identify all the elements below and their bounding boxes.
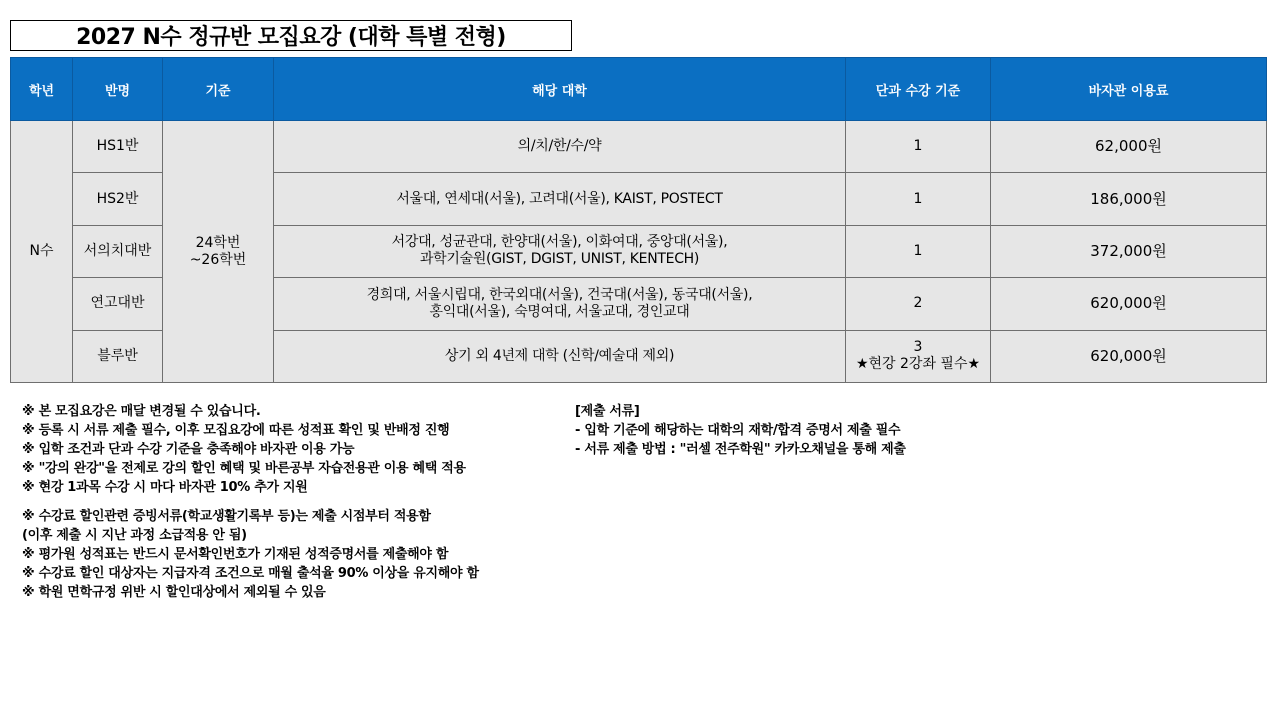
- header-criteria: 기준: [163, 58, 274, 121]
- universities-line: 의/치/한/수/약: [517, 138, 602, 155]
- course-standard-line: 1: [913, 190, 923, 207]
- recruitment-table: [10, 57, 1267, 383]
- universities-line: 상기 외 4년제 대학 (신학/예술대 제외): [444, 347, 675, 364]
- course-standard-cell: [846, 225, 991, 277]
- note-line: (이후 제출 시 지난 과정 소급적용 안 됨): [22, 528, 247, 543]
- class-name-cell: 블루반: [73, 330, 163, 382]
- universities-cell: [274, 278, 846, 330]
- course-standard-line: 3: [913, 339, 923, 356]
- universities-line: 서강대, 성균관대, 한양대(서울), 이화여대, 중앙대(서울),: [391, 234, 728, 251]
- note-line: ※ 본 모집요강은 매달 변경될 수 있습니다.: [22, 404, 261, 419]
- course-standard-line: ★현강 2강좌 필수★: [855, 356, 981, 373]
- page-title: 2027 N수 정규반 모집요강 (대학 특별 전형): [10, 20, 572, 51]
- course-standard-line: 2: [913, 295, 923, 312]
- course-standard-line: 1: [913, 242, 923, 259]
- class-name-cell: HS1반: [73, 121, 163, 173]
- note-line: ※ 등록 시 서류 제출 필수, 이후 모집요강에 따른 성적표 확인 및 반배정 진행: [22, 423, 450, 438]
- universities-cell: [274, 173, 846, 225]
- table-row: [11, 121, 1267, 173]
- course-standard-cell: [846, 278, 991, 330]
- class-name-cell: HS2반: [73, 173, 163, 225]
- table-header-row: [11, 58, 1267, 121]
- universities-line: 서울대, 연세대(서울), 고려대(서울), KAIST, POSTECT: [396, 190, 723, 207]
- note-line: ※ 입학 조건과 단과 수강 기준을 충족해야 바자관 이용 가능: [22, 442, 355, 457]
- fee-cell: 620,000원: [991, 278, 1267, 330]
- note-line: ※ 수강료 할인관련 증빙서류(학교생활기록부 등)는 제출 시점부터 적용함: [22, 509, 431, 524]
- documents-item: - 서류 제출 방법 : "러셀 전주학원" 카카오채널을 통해 제출: [575, 442, 906, 457]
- fee-cell: 186,000원: [991, 173, 1267, 225]
- required-documents-section: [575, 402, 906, 459]
- note-spacer: [22, 497, 479, 507]
- notes-section: [22, 402, 479, 602]
- note-line: ※ 평가원 성적표는 반드시 문서확인번호가 기재된 성적증명서를 제출해야 함: [22, 547, 449, 562]
- header-fee: 바자관 이용료: [991, 58, 1267, 121]
- documents-heading: [제출 서류]: [575, 404, 640, 419]
- universities-cell: [274, 225, 846, 277]
- universities-line: 홍익대(서울), 숙명여대, 서울교대, 경인교대: [429, 303, 690, 320]
- universities-line: 경희대, 서울시립대, 한국외대(서울), 건국대(서울), 동국대(서울),: [366, 286, 753, 303]
- universities-cell: [274, 121, 846, 173]
- fee-cell: 620,000원: [991, 330, 1267, 382]
- note-line: ※ 학원 면학규정 위반 시 할인대상에서 제외될 수 있음: [22, 585, 326, 600]
- note-line: ※ 현강 1과목 수강 시 마다 바자관 10% 추가 지원: [22, 480, 308, 495]
- class-name-cell: 서의치대반: [73, 225, 163, 277]
- header-grade: 학년: [11, 58, 73, 121]
- header-class-name: 반명: [73, 58, 163, 121]
- course-standard-cell: [846, 330, 991, 382]
- universities-cell: [274, 330, 846, 382]
- header-universities: 해당 대학: [274, 58, 846, 121]
- criteria-cell: [163, 121, 274, 383]
- fee-cell: 372,000원: [991, 225, 1267, 277]
- course-standard-cell: [846, 173, 991, 225]
- criteria-line: ~26학번: [189, 251, 247, 268]
- note-line: ※ 수강료 할인 대상자는 지급자격 조건으로 매월 출석율 90% 이상을 유지해야 함: [22, 566, 479, 581]
- course-standard-cell: [846, 121, 991, 173]
- note-line: ※ "강의 완강"을 전제로 강의 할인 혜택 및 바른공부 자습전용관 이용 혜택 적용: [22, 461, 466, 476]
- header-course-standard: 단과 수강 기준: [846, 58, 991, 121]
- class-name-cell: 연고대반: [73, 278, 163, 330]
- criteria-line: 24학번: [195, 234, 241, 251]
- universities-line: 과학기술원(GIST, DGIST, UNIST, KENTECH): [419, 251, 700, 268]
- documents-item: - 입학 기준에 해당하는 대학의 재학/합격 증명서 제출 필수: [575, 423, 901, 438]
- grade-cell: N수: [11, 121, 73, 383]
- course-standard-line: 1: [913, 138, 923, 155]
- fee-cell: 62,000원: [991, 121, 1267, 173]
